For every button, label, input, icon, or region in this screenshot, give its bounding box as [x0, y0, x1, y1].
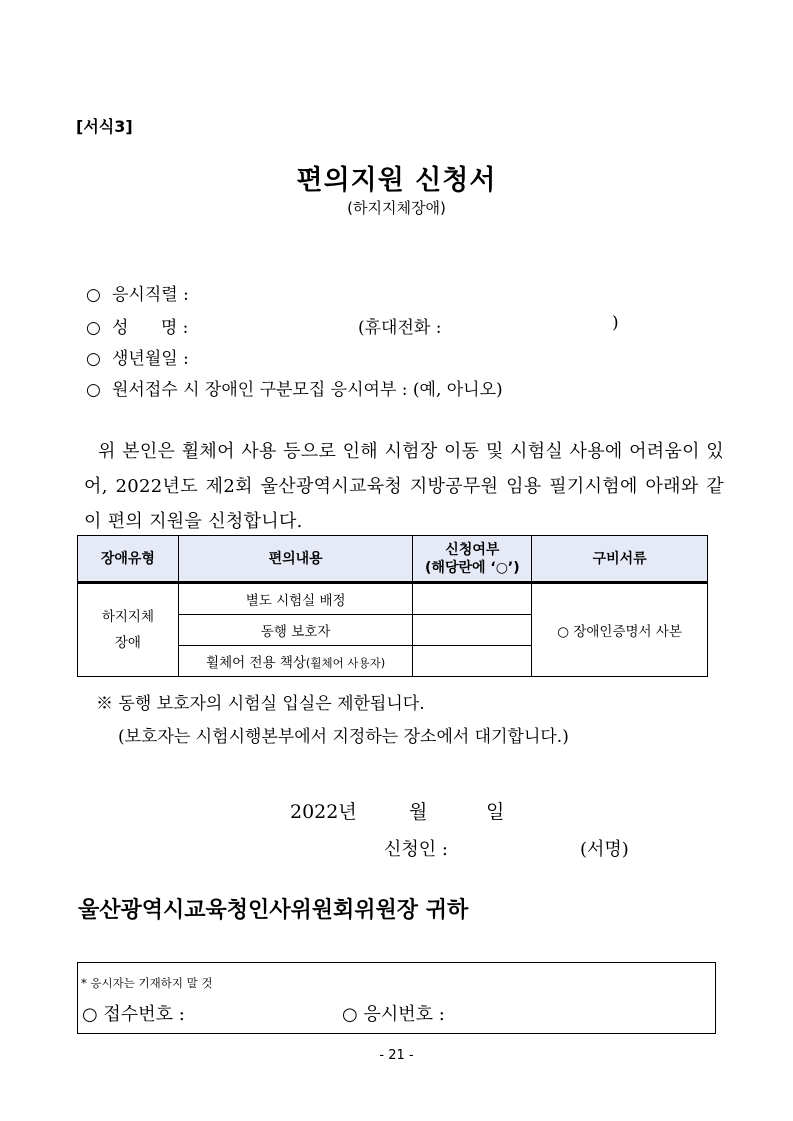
apply-cell: [413, 615, 532, 646]
header-disability-type: 장애유형: [78, 536, 179, 583]
apply-cell: [413, 583, 532, 615]
type-line1: 하지지체: [101, 609, 154, 625]
content-text: 휠체어 전용 책상: [206, 655, 306, 671]
exam-number-label: ○ 응시번호 :: [342, 1004, 445, 1025]
field-label: 성 명 :: [112, 318, 189, 338]
support-table: [77, 535, 708, 677]
circle-bullet-icon: ○: [86, 349, 101, 369]
header-docs: 구비서류: [532, 536, 708, 583]
note-companion: ※ 동행 보호자의 시험실 입실은 제한됩니다.: [96, 694, 425, 714]
field-label: 생년월일 :: [112, 349, 189, 369]
page-number: - 21 -: [379, 1048, 414, 1063]
disability-type-cell: [78, 583, 179, 677]
office-use-box: [77, 962, 716, 1034]
field-birth-date: [86, 344, 189, 369]
circle-bullet-icon: ○: [86, 318, 101, 338]
application-paragraph: 위 본인은 휠체어 사용 등으로 인해 시험장 이동 및 시험실 사용에 어려움이 있어, 2022년도 제2회 울산광역시교육청 지방공무원 임용 필기시험에 아래와 같이 편의 지원을 신청합니다.: [84, 441, 724, 532]
field-label: 응시직렬 :: [112, 285, 189, 305]
field-label: 원서접수 시 장애인 구분모집 응시여부 : (예, 아니오): [112, 380, 503, 400]
content-small-text: (휠체어 사용자): [305, 656, 386, 670]
content-cell: 동행 보호자: [178, 615, 413, 646]
phone-close-paren: ): [612, 313, 619, 333]
table-row: [78, 583, 708, 615]
receipt-number-label: ○ 접수번호 :: [82, 1004, 185, 1025]
content-cell: [178, 646, 413, 677]
docs-cell: ○ 장애인증명서 사본: [532, 583, 708, 677]
apply-cell: [413, 646, 532, 677]
circle-bullet-icon: ○: [86, 380, 101, 400]
phone-label: (휴대전화 :: [358, 318, 442, 338]
document-subtitle: (하지지체장애): [347, 199, 446, 217]
signature-label: (서명): [580, 839, 629, 860]
circle-bullet-icon: ○: [86, 285, 101, 305]
field-disability-recruit: [86, 375, 503, 400]
date-day: 일: [486, 801, 505, 823]
date-month: 월: [409, 801, 428, 823]
type-line2: 장애: [114, 635, 141, 651]
content-cell: 별도 시험실 배정: [178, 583, 413, 615]
header-apply-line2: (해당란에 ‘○’): [425, 559, 520, 576]
field-name: [86, 313, 188, 338]
header-apply-line1: 신청여부: [445, 541, 500, 558]
field-exam-position: [86, 280, 189, 305]
form-number: [서식3]: [76, 117, 133, 136]
applicant-label: 신청인 :: [384, 839, 448, 860]
addressee: 울산광역시교육청인사위원회위원장 귀하: [78, 898, 469, 923]
office-note: * 응시자는 기재하지 말 것: [81, 976, 213, 990]
document-title: 편의지원 신청서: [296, 165, 497, 196]
header-apply: [413, 536, 532, 583]
note-waiting: (보호자는 시험시행본부에서 지정하는 장소에서 대기합니다.): [118, 727, 569, 747]
date-year: 2022년: [290, 801, 357, 823]
header-content: 편의내용: [178, 536, 413, 583]
